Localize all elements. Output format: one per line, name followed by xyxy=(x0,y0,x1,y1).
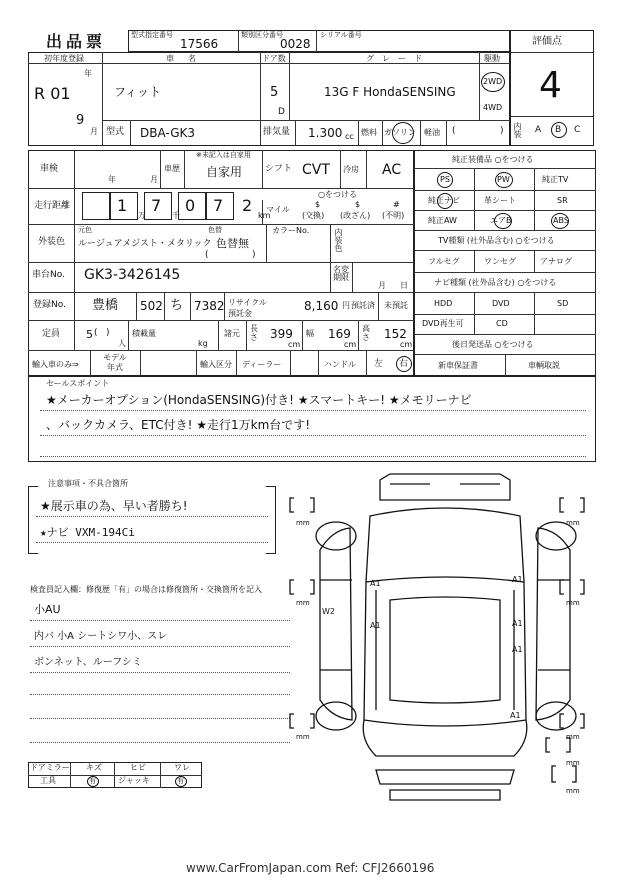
genuine-label: 純正装備品 ○をつける xyxy=(452,155,534,164)
cm-unit-length: cm xyxy=(288,340,301,349)
later-label: 後日発送品 ○をつける xyxy=(452,340,534,349)
interior-c: C xyxy=(574,125,581,135)
model-type-value: DBA-GK3 xyxy=(140,126,195,140)
acc-jack: ジャッキ xyxy=(118,776,150,785)
month-unit: 月 xyxy=(90,127,98,136)
unknown-label: (不明) xyxy=(382,211,405,220)
circle-note: ○をつける xyxy=(318,190,357,199)
shift-label: シフト xyxy=(265,164,293,174)
damage-mark: A1 xyxy=(512,645,523,654)
category-label: 類別区分番号 xyxy=(241,31,283,39)
mm-label: mm xyxy=(296,733,310,741)
notes-bracket xyxy=(28,486,276,554)
acc-scratch: キズ xyxy=(86,763,102,772)
model-cert-value: 17566 xyxy=(180,37,219,51)
navi-sd: SD xyxy=(557,299,569,308)
history-value: 自家用 xyxy=(206,165,243,179)
fuel-other-open: ( xyxy=(452,126,456,136)
equip-airbag: エアB xyxy=(490,216,512,225)
man-unit: 万 xyxy=(138,211,146,220)
load-label: 積載量 xyxy=(132,329,156,338)
history-note: ※未記入は自家用 xyxy=(196,151,251,159)
inspector-line1: 小AU xyxy=(34,603,61,616)
dims-label: 諸元 xyxy=(224,329,240,338)
frame-value: GK3-3426145 xyxy=(84,267,181,283)
mileage-digit: 1 xyxy=(117,196,128,215)
capacity-value: 5 xyxy=(86,328,93,341)
interior-a: A xyxy=(535,125,542,135)
score-value: 4 xyxy=(539,65,562,106)
damage-mark: A1 xyxy=(370,579,381,588)
equip-tv: 純正TV xyxy=(542,175,569,184)
car-front-top xyxy=(380,474,510,500)
plate-label: 登録No. xyxy=(33,300,66,310)
car-name-value: フィット xyxy=(114,85,162,99)
mileage-digits xyxy=(82,192,234,220)
plate-class: 502 xyxy=(140,299,163,313)
color-no-label: カラーNo. xyxy=(272,226,310,235)
inspection-year: 年 xyxy=(108,175,116,184)
equip-leather: 革シート xyxy=(484,196,516,205)
handle-right: 右 xyxy=(399,359,409,369)
car-body xyxy=(366,508,524,582)
sen-unit: 千 xyxy=(172,211,180,220)
height-value: 152 xyxy=(384,327,407,341)
inspection-month: 月 xyxy=(150,175,158,184)
damage-mark: A1 xyxy=(512,619,523,628)
fuel-gas: ガソリン xyxy=(384,128,416,137)
exchange-label: (交換) xyxy=(302,211,325,220)
plate-number: 7382 xyxy=(194,299,225,313)
grade-label: グレード xyxy=(366,54,430,63)
digit-box xyxy=(82,192,110,220)
tamper-label: (改ざん) xyxy=(340,211,371,220)
grade-value: 13G F HondaSENSING xyxy=(324,85,456,99)
drive-4wd: 4WD xyxy=(483,103,503,112)
sales-line2: 、バックカメラ、ETC付き! ★走行1万km台です! xyxy=(46,418,311,432)
fuel-label: 燃料 xyxy=(361,128,377,137)
width-value: 169 xyxy=(328,327,351,341)
car-right-side xyxy=(536,528,570,720)
length-value: 399 xyxy=(270,327,293,341)
person-unit: 人 xyxy=(118,339,126,348)
notes-label: 注意事項・不具合箇所 xyxy=(48,479,128,488)
equip-sr: SR xyxy=(557,196,568,205)
navi-dvd: DVD xyxy=(492,299,510,308)
first-reg-label: 初年度登録 xyxy=(44,54,84,63)
car-left-side xyxy=(320,528,352,720)
fuel-other-close: ) xyxy=(500,126,504,136)
acc-jack-yes: 有 xyxy=(177,777,184,785)
later-manual: 車輌取説 xyxy=(528,361,560,370)
aircon-value: AC xyxy=(382,162,402,178)
paint-value: 色替無 xyxy=(216,237,249,250)
interior-label: 内装 xyxy=(513,122,522,138)
tv-one: ワンセグ xyxy=(484,257,516,266)
recycle-label: リサイクル預託金 xyxy=(228,298,267,318)
plate-region: 豊橋 xyxy=(92,298,119,313)
inspection-label: 車検 xyxy=(40,164,59,174)
sales-line1: ★メーカーオプション(HondaSENSING)付き! ★スマートキー! ★メモリーナビ xyxy=(46,393,472,407)
handle-label: ハンドル xyxy=(324,360,356,369)
cm-unit-width: cm xyxy=(344,340,357,349)
mm-label: mm xyxy=(566,759,580,767)
height-label: 高さ xyxy=(362,324,370,342)
displacement-label: 排気量 xyxy=(263,127,291,137)
body-code: D xyxy=(278,107,285,117)
interior-color-label: 内装色 xyxy=(334,228,343,252)
cm-unit-height: cm xyxy=(400,340,413,349)
equip-aw: 純正AW xyxy=(428,216,457,225)
fuel-diesel: 軽油 xyxy=(424,128,440,137)
mileage-digit: 0 xyxy=(185,196,196,215)
capacity-paren: ( xyxy=(94,328,98,338)
interior-b: B xyxy=(555,125,562,135)
equip-navi: 純正ナビ xyxy=(428,196,460,205)
km-unit: km xyxy=(258,211,271,220)
damage-mark: A1 xyxy=(370,621,381,630)
era-value: R 01 xyxy=(34,84,71,103)
car-diagram xyxy=(280,470,610,810)
drive-label: 駆動 xyxy=(484,54,500,63)
capacity-label: 定員 xyxy=(42,329,61,339)
damage-mark: A1 xyxy=(512,575,523,584)
recycle-value: 8,160 xyxy=(304,299,339,313)
car-rear xyxy=(376,770,514,784)
recycle-unit: 円 xyxy=(342,301,350,310)
mileage-digit: 2 xyxy=(242,196,253,215)
width-label: 幅 xyxy=(306,329,314,338)
original-color: ルージュアメジスト・メタリック xyxy=(78,239,212,249)
displacement-unit: cc xyxy=(345,132,354,141)
doors-value: 5 xyxy=(270,85,279,100)
year-unit: 年 xyxy=(84,69,92,78)
damage-mark: W2 xyxy=(322,607,335,616)
paint-label: 色替 xyxy=(208,226,222,234)
mm-label: mm xyxy=(566,519,580,527)
mileage-digit: 7 xyxy=(151,196,162,215)
score-label: 評価点 xyxy=(532,36,562,47)
acc-crack: ヒビ xyxy=(130,763,146,772)
inspector-label: 検査員記入欄：修復歴「有」の場合は修復箇所・交換箇所を記入 xyxy=(30,585,262,594)
acc-tools-yes: 有 xyxy=(89,777,96,785)
capacity-paren-close: ) xyxy=(106,328,110,338)
mileage-digit: 7 xyxy=(213,196,224,215)
name-change-month: 月 xyxy=(378,281,386,290)
sheet-title: 出品票 xyxy=(46,32,107,51)
model-year-label: モデル年式 xyxy=(103,353,127,372)
dealer-label: ディーラー xyxy=(242,360,282,369)
navi-cd: CD xyxy=(496,319,508,328)
month-value: 9 xyxy=(76,113,85,128)
acc-mirror: ドアミラー xyxy=(30,763,70,772)
acc-break: ワレ xyxy=(174,763,190,772)
model-cert-label: 型式指定番号 xyxy=(131,31,173,39)
paint-paren-close: ) xyxy=(252,250,256,260)
equip-pw: PW xyxy=(497,175,510,184)
paint-paren-open: ( xyxy=(205,250,209,260)
serial-label: シリアル番号 xyxy=(320,31,362,39)
category-value: 0028 xyxy=(280,37,311,51)
equip-abs: ABS xyxy=(553,216,569,225)
model-type-label: 型式 xyxy=(106,127,125,137)
tv-analog: アナログ xyxy=(540,257,572,266)
recycle-unpaid: 未預託 xyxy=(384,301,408,310)
unknown-sym: # xyxy=(393,200,400,209)
tv-label: TV種類 (社外品含む) ○をつける xyxy=(438,236,555,245)
notes-line2: ★ナビ VXM-194Ci xyxy=(40,526,135,539)
handle-left: 左 xyxy=(374,359,384,369)
aircon-label: 冷房 xyxy=(343,165,359,174)
name-change-day: 日 xyxy=(400,281,408,290)
original-color-label: 元色 xyxy=(78,226,92,234)
acc-tools: 工具 xyxy=(40,776,56,785)
mm-label: mm xyxy=(566,787,580,795)
mm-label: mm xyxy=(296,599,310,607)
navi-label: ナビ種類 (社外品含む) ○をつける xyxy=(434,278,557,287)
inspector-line3: ボンネット、ルーフシミ xyxy=(34,657,142,668)
notes-line1: ★展示車の為、早い者勝ち! xyxy=(40,499,188,513)
inspector-line2: 内バ 小A シートシワ小、スレ xyxy=(34,631,168,642)
mm-label: mm xyxy=(566,599,580,607)
mm-label: mm xyxy=(296,519,310,527)
exchange-sym: $ xyxy=(315,200,321,209)
color-label: 外装色 xyxy=(38,237,66,247)
sales-label: セールスポイント xyxy=(46,379,110,388)
mm-label: mm xyxy=(566,733,580,741)
later-warranty: 新車保証書 xyxy=(438,361,478,370)
mileage-label: 走行距離 xyxy=(34,201,71,211)
navi-hdd: HDD xyxy=(434,299,453,308)
tamper-sym: $ xyxy=(355,200,361,209)
doors-label: ドア数 xyxy=(262,54,286,63)
equip-ps: PS xyxy=(440,175,450,184)
name-change-label: 名変期限 xyxy=(333,265,349,282)
car-name-label: 車名 xyxy=(166,54,210,63)
displacement-value: 1.300 xyxy=(308,126,343,140)
history-label: 車歴 xyxy=(164,164,180,173)
kg-unit: kg xyxy=(198,339,208,348)
watermark: www.CarFromJapan.com Ref: CFJ2660196 xyxy=(186,861,435,875)
drive-2wd: 2WD xyxy=(483,77,503,86)
recycle-paid: 預託済 xyxy=(351,301,375,310)
length-label: 長さ xyxy=(250,324,258,342)
navi-dvd-play: DVD再生可 xyxy=(422,319,464,328)
shift-value: CVT xyxy=(302,162,330,178)
import-label: 輸入車のみ⇒ xyxy=(32,360,79,369)
damage-mark: A1 xyxy=(510,711,521,720)
frame-label: 車台No. xyxy=(32,270,65,280)
mile-label: マイル xyxy=(266,205,290,214)
import-class-label: 輸入区分 xyxy=(200,360,232,369)
plate-kana: ち xyxy=(170,298,184,313)
tv-full: フルセグ xyxy=(428,257,460,266)
